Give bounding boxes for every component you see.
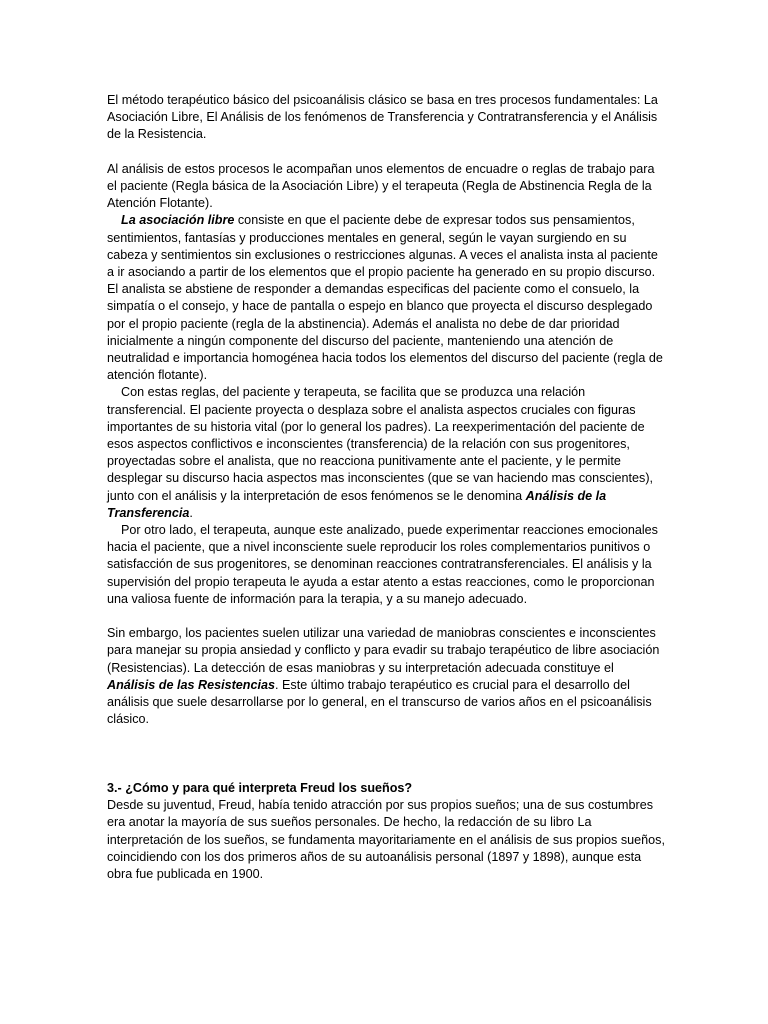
section-heading: 3.- ¿Cómo y para qué interpreta Freud los sueños?: [107, 781, 413, 796]
framework-paragraph: Al análisis de estos procesos le acompañan unos elementos de encuadre o reglas de trabajo para el paciente (Regla básica de la Asociación Libre) y el terapeuta (Regla de Abstinencia Regla de la Atención Flotante).: [107, 161, 655, 211]
resistance-text: Sin embargo, los pacientes suelen utilizar una variedad de maniobras conscientes e inconscientes para manejar su propia ansiedad y conflicto y para evadir su trabajo terapéutico de libre asociación (Resistencias). La detección de esas maniobras y su interpretación adecuada constituye el: [107, 626, 660, 675]
free-association-term: La asociación libre: [121, 213, 235, 228]
paragraph-gap: [107, 144, 665, 161]
resistance-paragraph: [107, 625, 665, 728]
section-gap: [107, 728, 665, 780]
transference-term: Análisis de la Transferencia: [107, 488, 607, 520]
dreams-paragraph: Desde su juventud, Freud, había tenido atracción por sus propios sueños; una de sus costumbres era anotar la mayoría de sus sueños personales. De hecho, la redacción de su libro La interpretación de los sueños, se fundamenta mayoritariamente en el análisis de sus propios sueños, coincidiendo con los dos primeros años de su autoanálisis personal (1897 y 1898), aunque esta obra fue publicada en 1900.: [107, 798, 665, 882]
free-association-paragraph: [107, 212, 665, 384]
intro-paragraph: El método terapéutico básico del psicoanálisis clásico se basa en tres procesos fundamentales: La Asociación Libre, El Análisis de los fenómenos de Transferencia y Contratransferencia y el Análisis de la Resistencia.: [107, 93, 658, 142]
free-association-text: consiste en que el paciente debe de expresar todos sus pensamientos, sentimientos, fantasías y producciones mentales en general, según le vayan surgiendo en su cabeza y sentimientos sin exclusiones o restricciones algunas. A veces el analista insta al paciente a ir asociando a partir de los elementos que el propio paciente ha generado en su propio discurso. El analista se abstiene de responder a demandas especificas del paciente como el consuelo, la simpatía o el consejo, y hace de pantalla o espejo en blanco que proyecta el discurso desplegado por el propio paciente (regla de la abstinencia). Además el analista no debe de dar prioridad inicialmente a ningún componente del discurso del paciente, manteniendo una atención de neutralidad e importancia homogénea hacia todos los elementos del discurso del paciente (regla de atención flotante).: [107, 213, 663, 383]
document-page: [107, 92, 665, 883]
countertransference-paragraph: Por otro lado, el terapeuta, aunque este analizado, puede experimentar reacciones emocionales hacia el paciente, que a nivel inconsciente suele reproducir los roles complementarios punitivos o satisfacción de sus progenitores, se denominan reacciones contratransferenciales. El análisis y la supervisión del propio terapeuta le ayuda a estar atento a estas reacciones, como le proporcionan una valiosa fuente de información para la terapia, y a su manejo adecuado.: [107, 523, 658, 606]
paragraph-gap: [107, 608, 665, 625]
transference-text: Con estas reglas, del paciente y terapeuta, se facilita que se produzca una relación transferencial. El paciente proyecta o desplaza sobre el analista aspectos cruciales con figuras importantes de su historia vital (por lo general los padres). La reexperimentación del paciente de esos aspectos conflictivos e inconscientes (transferencia) de la relación con sus progenitores, proyectadas sobre el analista, que no reacciona punitivamente ante el paciente, y le permite desplegar su discurso hacia aspectos mas inconscientes (que se van haciendo mas conscientes), junto con el análisis y la interpretación de esos fenómenos se le denomina: [107, 385, 654, 503]
resistance-term: Análisis de las Resistencias: [107, 677, 276, 692]
resistance-end: . Este último trabajo terapéutico es crucial para el desarrollo del análisis que suele desarrollarse por lo general, en el transcurso de varios años en el psicoanálisis clásico.: [107, 677, 652, 727]
transference-end: .: [189, 505, 193, 520]
transference-paragraph: [107, 384, 665, 522]
